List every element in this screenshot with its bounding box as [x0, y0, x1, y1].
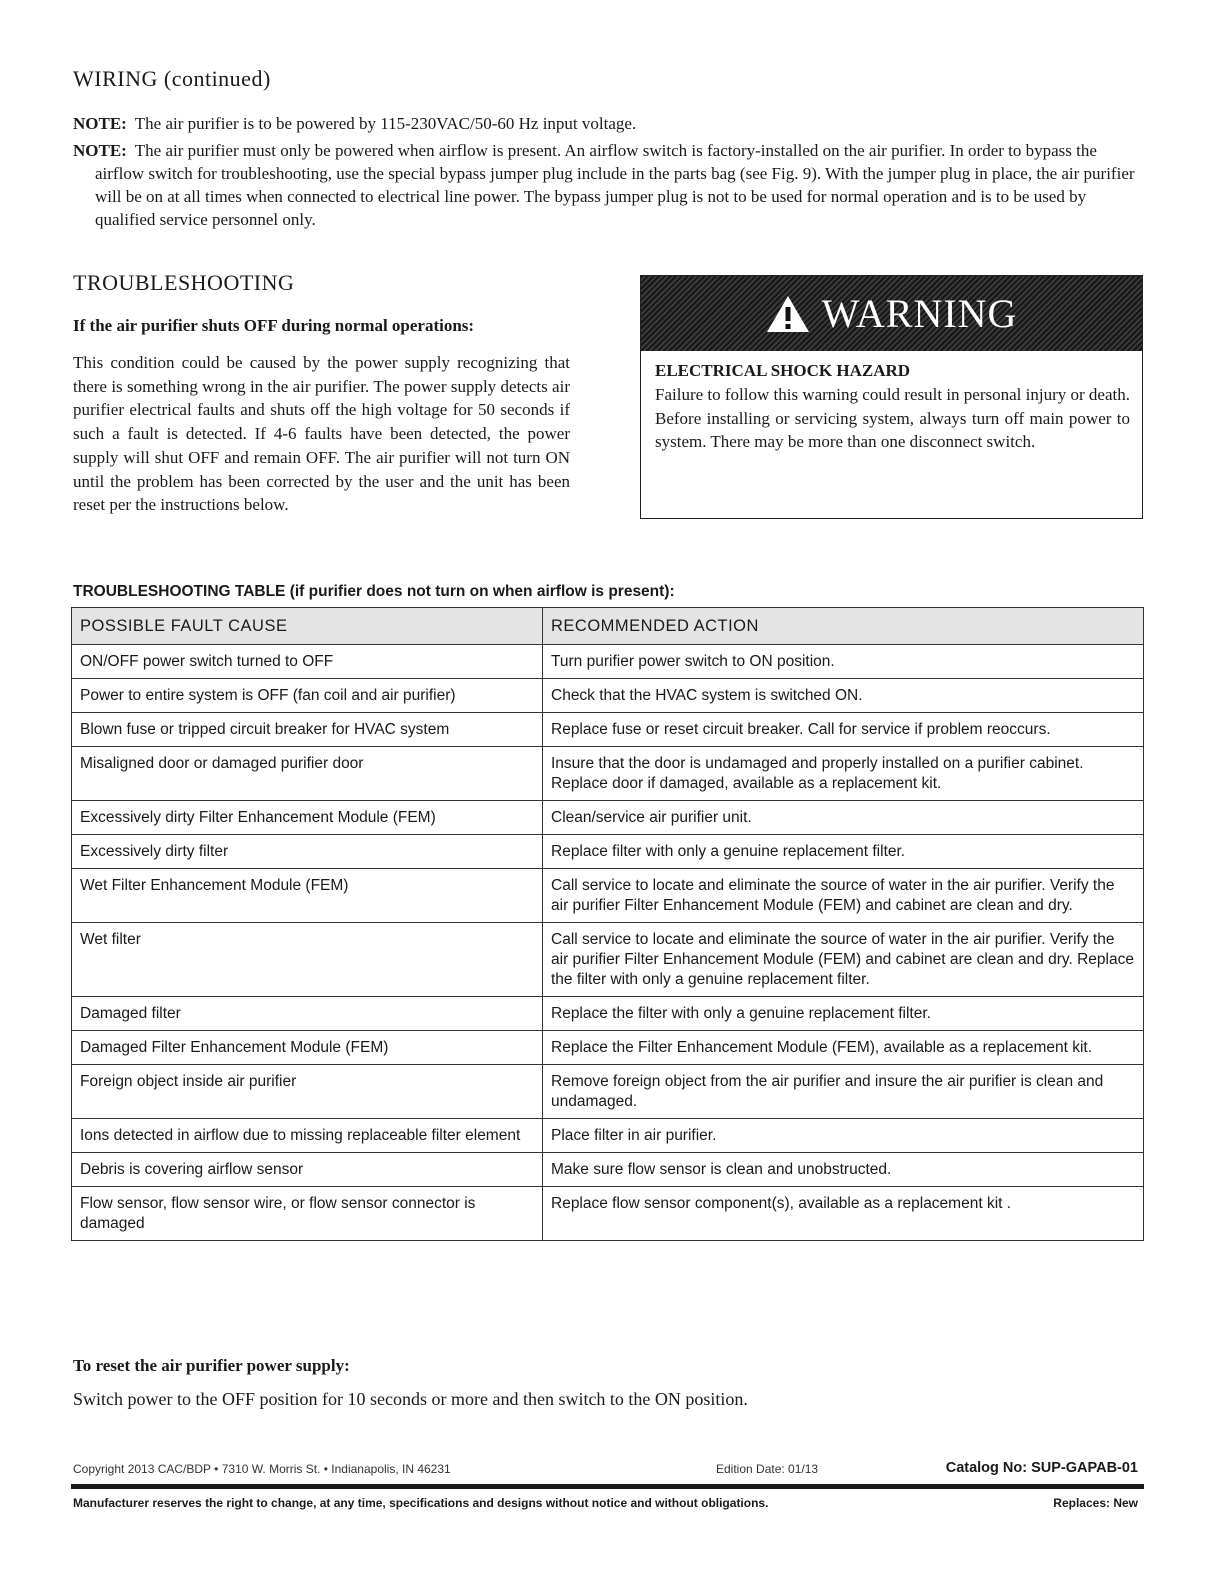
- fault-cause-cell: Debris is covering airflow sensor: [72, 1153, 543, 1187]
- fault-cause-cell: Flow sensor, flow sensor wire, or flow sensor connector is damaged: [72, 1187, 543, 1241]
- wiring-note-voltage: [73, 112, 1143, 135]
- reset-instructions: Switch power to the OFF position for 10 seconds or more and then switch to the ON position.: [73, 1389, 748, 1409]
- fault-cause-cell: Excessively dirty filter: [72, 835, 543, 869]
- footer-copyright: Copyright 2013 CAC/BDP • 7310 W. Morris St. • Indianapolis, IN 46231: [73, 1462, 451, 1476]
- table-row: [72, 923, 1144, 997]
- warning-triangle-icon: [766, 294, 810, 334]
- recommended-action-cell: Replace filter with only a genuine replacement filter.: [543, 835, 1144, 869]
- recommended-action-cell: Remove foreign object from the air purifier and insure the air purifier is clean and undamaged.: [543, 1065, 1144, 1119]
- table-row: [72, 713, 1144, 747]
- section-title-troubleshooting: TROUBLESHOOTING: [73, 270, 295, 295]
- recommended-action-cell: Make sure flow sensor is clean and unobstructed.: [543, 1153, 1144, 1187]
- fault-cause-cell: ON/OFF power switch turned to OFF: [72, 645, 543, 679]
- troubleshooting-body: This condition could be caused by the power supply recognizing that there is something wrong in the air purifier. The power supply detects air purifier electrical faults and shuts off the high voltage for 50 seconds if such a fault is detected. If 4-6 faults have been detected, the power supply will shut OFF and remain OFF. The air purifier will not turn ON until the problem has been corrected by the user and the unit has been reset per the instructions below.: [73, 353, 570, 515]
- recommended-action-cell: Place filter in air purifier.: [543, 1119, 1144, 1153]
- table-row: [72, 645, 1144, 679]
- table-row: [72, 997, 1144, 1031]
- fault-cause-cell: Wet filter: [72, 923, 543, 997]
- troubleshooting-table-title: TROUBLESHOOTING TABLE (if purifier does not turn on when airflow is present):: [73, 583, 675, 600]
- warning-word: WARNING: [821, 291, 1018, 336]
- warning-text-instruction: Before installing or servicing system, always turn off main power to system. There may be more than one disconnect switch.: [655, 408, 1130, 451]
- footer-divider: [71, 1484, 1144, 1489]
- table-row: [72, 1065, 1144, 1119]
- table-row: [72, 1187, 1144, 1241]
- recommended-action-cell: Clean/service air purifier unit.: [543, 801, 1144, 835]
- recommended-action-cell: Call service to locate and eliminate the source of water in the air purifier. Verify the air purifier Filter Enhancement Module (FEM) and cabinet are clean and dry. Replace the filter with only a genuine replacement filter.: [543, 923, 1144, 997]
- fault-cause-cell: Damaged filter: [72, 997, 543, 1031]
- warning-header: [641, 276, 1142, 351]
- troubleshooting-subtitle: If the air purifier shuts OFF during normal operations:: [73, 316, 475, 335]
- table-row: [72, 747, 1144, 801]
- note-text: The air purifier is to be powered by 115-230VAC/50-60 Hz input voltage.: [134, 114, 637, 133]
- fault-cause-cell: Misaligned door or damaged purifier door: [72, 747, 543, 801]
- recommended-action-cell: Replace fuse or reset circuit breaker. Call for service if problem reoccurs.: [543, 713, 1144, 747]
- footer-disclaimer: Manufacturer reserves the right to change, at any time, specifications and designs without notice and without obligations.: [73, 1496, 769, 1510]
- recommended-action-cell: Replace the Filter Enhancement Module (FEM), available as a replacement kit.: [543, 1031, 1144, 1065]
- recommended-action-cell: Insure that the door is undamaged and properly installed on a purifier cabinet. Replace door if damaged, available as a replacement kit.: [543, 747, 1144, 801]
- recommended-action-cell: Call service to locate and eliminate the source of water in the air purifier. Verify the air purifier Filter Enhancement Module (FEM) and cabinet are clean and dry.: [543, 869, 1144, 923]
- column-header-action: RECOMMENDED ACTION: [543, 608, 1144, 645]
- troubleshooting-table: [71, 607, 1144, 1241]
- footer-catalog-number: Catalog No: SUP-GAPAB-01: [945, 1460, 1138, 1476]
- fault-cause-cell: Ions detected in airflow due to missing replaceable filter element: [72, 1119, 543, 1153]
- table-row: [72, 679, 1144, 713]
- fault-cause-cell: Damaged Filter Enhancement Module (FEM): [72, 1031, 543, 1065]
- note-text: The air purifier must only be powered when airflow is present. An airflow switch is factory-installed on the air purifier. In order to bypass the airflow switch for troubleshooting, use the special bypass jumper plug include in the parts bag (see Fig. 9). With the jumper plug in place, the air purifier will be on at all times when connected to electrical line power. The bypass jumper plug is not to be used for normal operation and is to be used by qualified service personnel only.: [95, 141, 1135, 229]
- table-row: [72, 1031, 1144, 1065]
- table-row: [72, 801, 1144, 835]
- fault-cause-cell: Foreign object inside air purifier: [72, 1065, 543, 1119]
- warning-box: [640, 275, 1143, 519]
- recommended-action-cell: Turn purifier power switch to ON position.: [543, 645, 1144, 679]
- warning-hazard-title: ELECTRICAL SHOCK HAZARD: [655, 361, 911, 380]
- recommended-action-cell: Replace the filter with only a genuine replacement filter.: [543, 997, 1144, 1031]
- table-row: [72, 869, 1144, 923]
- column-header-cause: POSSIBLE FAULT CAUSE: [72, 608, 543, 645]
- recommended-action-cell: Replace flow sensor component(s), available as a replacement kit .: [543, 1187, 1144, 1241]
- footer-edition-date: Edition Date: 01/13: [716, 1462, 819, 1476]
- wiring-note-airflow: [73, 139, 1143, 231]
- note-label: NOTE:: [73, 114, 127, 133]
- footer-replaces: Replaces: New: [1053, 1496, 1138, 1510]
- table-row: [72, 1119, 1144, 1153]
- section-title-wiring: WIRING (continued): [73, 66, 271, 91]
- table-row: [72, 835, 1144, 869]
- fault-cause-cell: Power to entire system is OFF (fan coil and air purifier): [72, 679, 543, 713]
- note-label: NOTE:: [73, 141, 127, 160]
- fault-cause-cell: Blown fuse or tripped circuit breaker for HVAC system: [72, 713, 543, 747]
- table-header-row: [72, 608, 1144, 645]
- fault-cause-cell: Excessively dirty Filter Enhancement Module (FEM): [72, 801, 543, 835]
- recommended-action-cell: Check that the HVAC system is switched ON.: [543, 679, 1144, 713]
- table-row: [72, 1153, 1144, 1187]
- warning-text-consequence: Failure to follow this warning could result in personal injury or death.: [655, 385, 1130, 404]
- reset-title: To reset the air purifier power supply:: [73, 1356, 350, 1375]
- fault-cause-cell: Wet Filter Enhancement Module (FEM): [72, 869, 543, 923]
